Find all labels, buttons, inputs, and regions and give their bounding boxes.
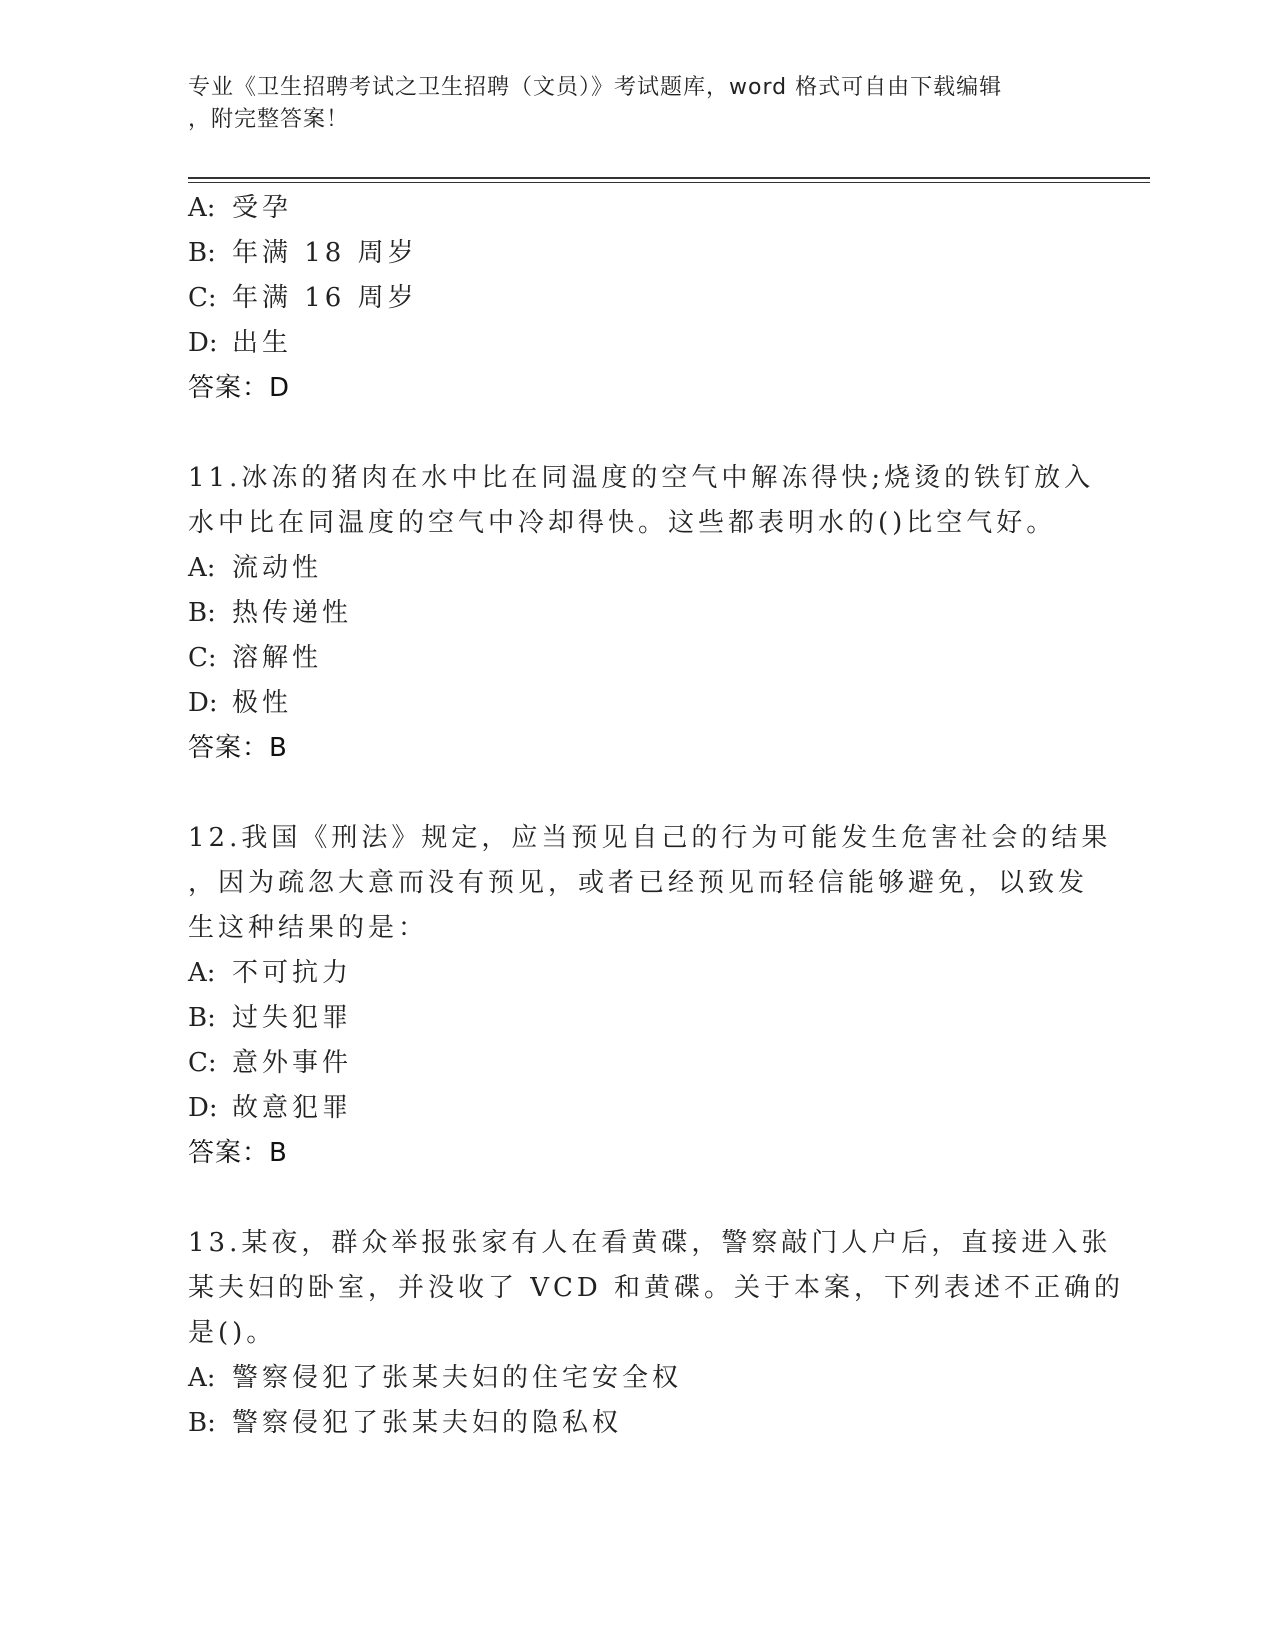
option-letter: A: [188, 958, 216, 988]
option-c [188, 1041, 1088, 1086]
answer-line: 答案：D [188, 373, 291, 403]
answer-line: 答案：B [188, 1138, 288, 1168]
option-a [188, 186, 1088, 231]
question-stem-line: 12.我国《刑法》规定，应当预见自己的行为可能发生危害社会的结果 [188, 823, 1112, 853]
option-letter: D: [188, 328, 218, 358]
option-letter: B: [188, 598, 216, 628]
question-block-12 [188, 816, 1112, 1176]
option-letter: A: [188, 193, 216, 223]
option-text: 意外事件 [232, 1048, 353, 1078]
option-text: 故意犯罪 [232, 1093, 353, 1123]
option-text: 流动性 [232, 553, 323, 583]
question-stem-line: 是()。 [188, 1318, 277, 1348]
option-letter: B: [188, 1003, 216, 1033]
option-letter: A: [188, 553, 216, 583]
option-letter: A: [188, 1363, 216, 1393]
question-block-13 [188, 1221, 1125, 1446]
question-stem-line: 水中比在同温度的空气中冷却得快。这些都表明水的()比空气好。 [188, 508, 1057, 538]
option-text: 警察侵犯了张某夫妇的隐私权 [232, 1408, 623, 1438]
option-a [188, 951, 1088, 996]
document-header [188, 72, 1068, 136]
option-text: 受孕 [232, 193, 293, 223]
option-c [188, 636, 1088, 681]
option-b [188, 996, 1088, 1041]
option-text: 热传递性 [232, 598, 353, 628]
option-letter: C: [188, 283, 217, 313]
question-stem-line: ，因为疏忽大意而没有预见，或者已经预见而轻信能够避免，以致发 [188, 868, 1089, 898]
question-stem-line: 某夫妇的卧室，并没收了 VCD 和黄碟。关于本案，下列表述不正确的 [188, 1273, 1125, 1303]
option-b [188, 231, 1088, 276]
header-line-2: ，附完整答案！ [188, 107, 350, 132]
option-text: 过失犯罪 [232, 1003, 353, 1033]
question-stem-line: 生这种结果的是： [188, 913, 429, 943]
header-divider-thick [188, 177, 1150, 179]
header-divider-thin [188, 182, 1150, 183]
option-d [188, 681, 1088, 726]
option-text: 出生 [232, 328, 293, 358]
option-letter: B: [188, 238, 216, 268]
answer-line: 答案：B [188, 733, 288, 763]
option-text: 不可抗力 [232, 958, 353, 988]
option-text: 溶解性 [232, 643, 323, 673]
option-text: 年满 18 周岁 [232, 238, 418, 268]
option-b [188, 1401, 1088, 1446]
spacer [188, 1176, 1088, 1221]
option-a [188, 1356, 1088, 1401]
option-d [188, 321, 1088, 366]
option-letter: D: [188, 688, 218, 718]
option-text: 极性 [232, 688, 293, 718]
option-letter: C: [188, 643, 217, 673]
question-block-prev [188, 186, 1088, 411]
question-list [188, 186, 1125, 1446]
option-a [188, 546, 1088, 591]
spacer [188, 771, 1088, 816]
question-block-11 [188, 456, 1095, 771]
header-line-1: 专业《卫生招聘考试之卫生招聘（文员）》考试题库，word 格式可自由下载编辑 [188, 75, 1003, 100]
option-b [188, 591, 1088, 636]
question-stem-line: 11.冰冻的猪肉在水中比在同温度的空气中解冻得快;烧烫的铁钉放入 [188, 463, 1095, 493]
option-c [188, 276, 1088, 321]
option-letter: B: [188, 1408, 216, 1438]
question-stem-line: 13.某夜，群众举报张家有人在看黄碟，警察敲门人户后，直接进入张 [188, 1228, 1112, 1258]
option-d [188, 1086, 1088, 1131]
option-text: 年满 16 周岁 [232, 283, 418, 313]
option-letter: C: [188, 1048, 217, 1078]
option-text: 警察侵犯了张某夫妇的住宅安全权 [232, 1363, 683, 1393]
spacer [188, 411, 1088, 456]
option-letter: D: [188, 1093, 218, 1123]
